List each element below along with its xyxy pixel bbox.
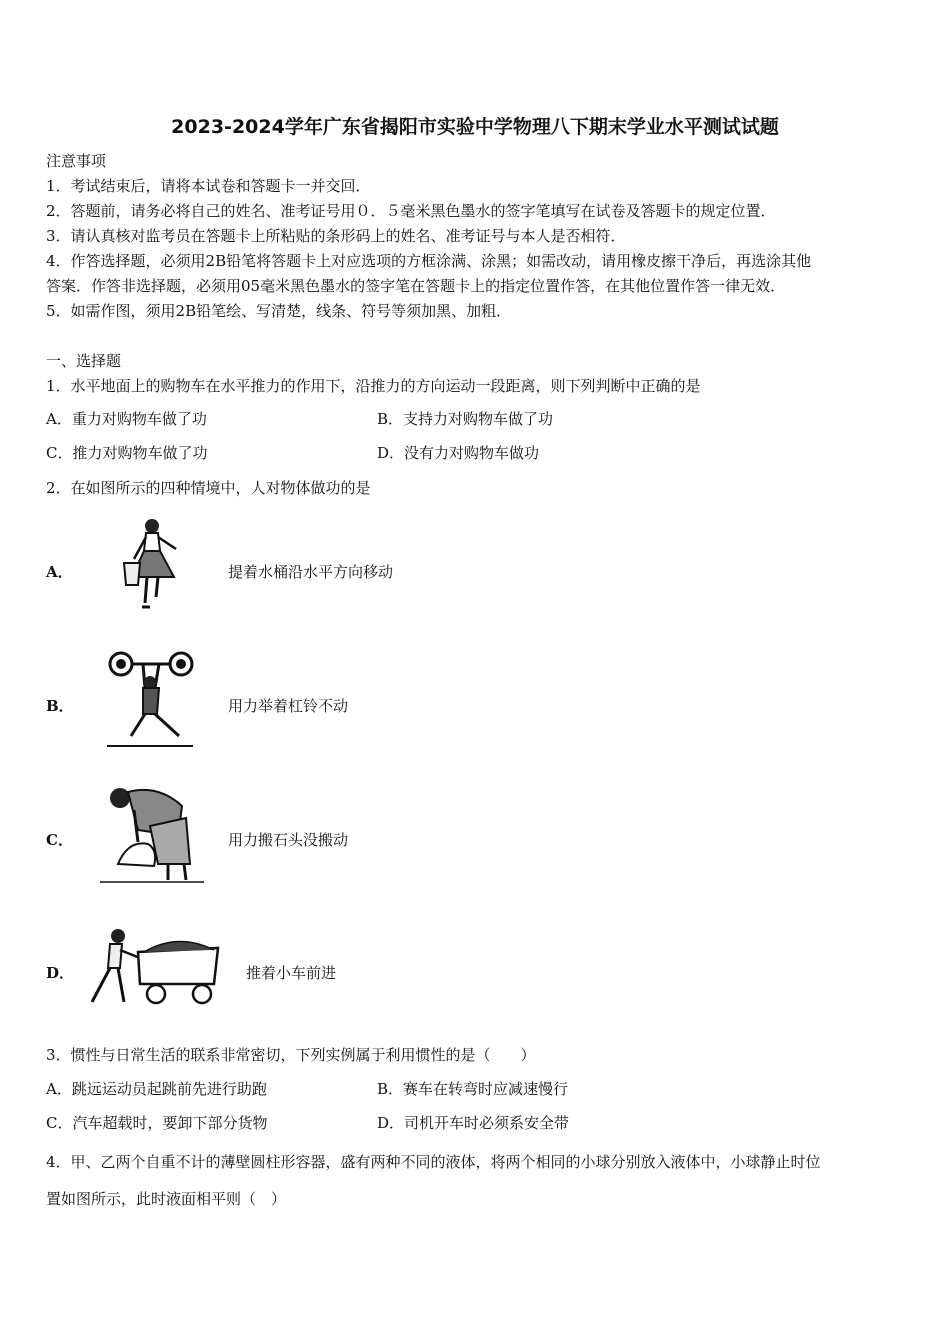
q2-stem: 2．在如图所示的四种情境中，人对物体做功的是: [46, 479, 371, 497]
q1-option-d: D．没有力对购物车做功: [377, 444, 540, 462]
q2-option-a-text: 提着水桶沿水平方向移动: [228, 563, 394, 581]
notice-item-4-cont: 答案．作答非选择题，必须用05毫米黑色墨水的签字笔在答题卡上的指定位置作答，在其他位置作答一律无效．: [46, 277, 786, 295]
page-title: 2023-2024学年广东省揭阳市实验中学物理八下期末学业水平测试试题: [171, 116, 779, 138]
q2-option-b-text: 用力举着杠铃不动: [228, 697, 349, 715]
notice-item-2: 2．答题前，请务必将自己的姓名、准考证号用０．５毫米黑色墨水的签字笔填写在试卷及答题卡的规定位置．: [46, 202, 776, 220]
q3-option-a: A．跳远运动员起跳前先进行助跑: [46, 1080, 267, 1098]
q4-stem-line-1: 4．甲、乙两个自重不计的薄壁圆柱形容器，盛有两种不同的液体，将两个相同的小球分别放入液体中，小球静止时位: [46, 1153, 821, 1171]
q2-option-b-label: B．: [46, 697, 74, 715]
q1-option-b: B．支持力对购物车做了功: [377, 410, 554, 428]
notice-item-3: 3．请认真核对监考员在答题卡上所粘贴的条形码上的姓名、准考证号与本人是否相符．: [46, 227, 626, 245]
q1-stem: 1．水平地面上的购物车在水平推力的作用下，沿推力的方向运动一段距离，则下列判断中正确的是: [46, 377, 701, 395]
q2-option-c-label: C．: [46, 831, 73, 849]
weightlifter-figure: [103, 650, 198, 750]
q2-option-d-text: 推着小车前进: [246, 964, 337, 982]
notice-item-5: 5．如需作图，须用2B铅笔绘、写清楚，线条、符号等须加黑、加粗．: [46, 302, 512, 320]
cart-pusher-figure: [82, 922, 222, 1010]
stone-lifter-figure: [98, 780, 208, 886]
q3-option-c: C．汽车超载时，要卸下部分货物: [46, 1114, 268, 1132]
q4-stem-line-2: 置如图所示，此时液面相平则（ ）: [46, 1190, 287, 1208]
notice-item-4: 4．作答选择题，必须用2B铅笔将答题卡上对应选项的方框涂满、涂黑；如需改动，请用橡皮擦干净后，再选涂其他: [46, 252, 812, 270]
q3-option-b: B．赛车在转弯时应减速慢行: [377, 1080, 569, 1098]
q2-option-c-text: 用力搬石头没搬动: [228, 831, 349, 849]
bucket-carrier-figure: [112, 515, 190, 615]
q2-option-d-label: D．: [46, 964, 75, 982]
q3-stem: 3．惯性与日常生活的联系非常密切，下列实例属于利用惯性的是（ ）: [46, 1046, 536, 1064]
notice-heading: 注意事项: [46, 152, 107, 170]
notice-item-1: 1．考试结束后，请将本试卷和答题卡一并交回．: [46, 177, 371, 195]
q3-option-d: D．司机开车时必须系安全带: [377, 1114, 570, 1132]
q1-option-a: A．重力对购物车做了功: [46, 410, 207, 428]
section-heading: 一、选择题: [46, 352, 122, 370]
q1-option-c: C．推力对购物车做了功: [46, 444, 208, 462]
q2-option-a-label: A．: [46, 563, 73, 581]
